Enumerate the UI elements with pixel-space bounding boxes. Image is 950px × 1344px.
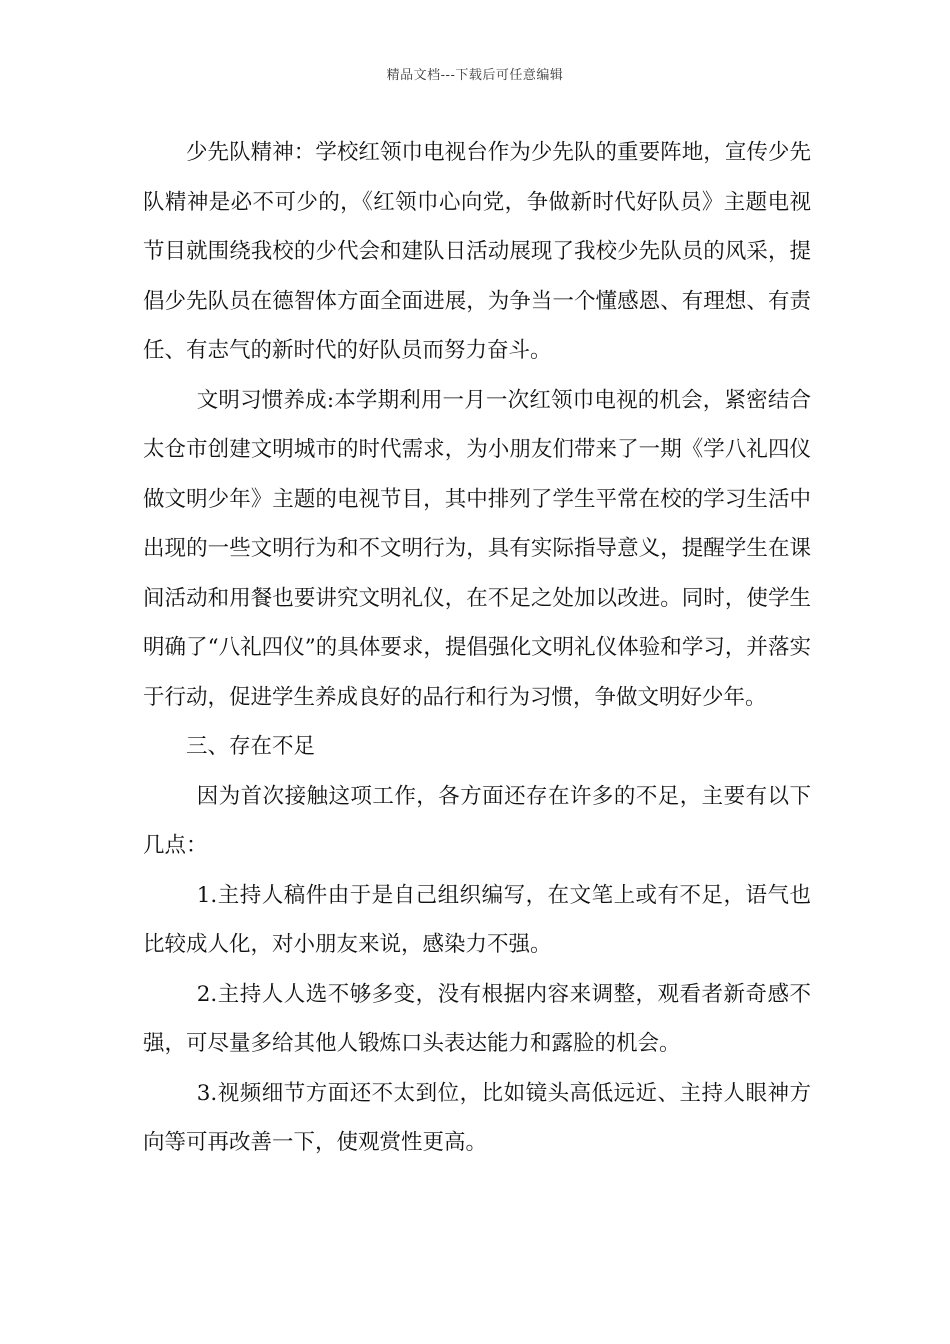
list-item-1: 1.主持人稿件由于是自己组织编写，在文笔上或有不足，语气也比较成人化，对小朋友来说，感染力不强。 <box>143 882 811 957</box>
page-header: 精品文档---下载后可任意编辑 <box>386 68 564 83</box>
paragraph-civilized-habits: 文明习惯养成:本学期利用一月一次红领巾电视的机会，紧密结合太仓市创建文明城市的时代需求，为小朋友们带来了一期《学八礼四仪做文明少年》主题的电视节目，其中排列了学生平常在校的学习生活中出现的一些文明行为和不文明行为，具有实际指导意义，提醒学生在课间活动和用餐也要讲究文明礼仪，在不足之处加以改进。同时，使学生明确了“八礼四仪”的具体要求，提倡强化文明礼仪体验和学习，并落实于行动，促进学生养成良好的品行和行为习惯，争做文明好少年。 <box>143 387 811 710</box>
paragraph-young-pioneer-spirit: 少先队精神：学校红领巾电视台作为少先队的重要阵地，宣传少先队精神是必不可少的，《红领巾心向党，争做新时代好队员》主题电视节目就围绕我校的少代会和建队日活动展现了我校少先队员的风采，提倡少先队员在德智体方面全面进展，为争当一个懂感恩、有理想、有责任、有志气的新时代的好队员而努力奋斗。 <box>143 140 811 363</box>
document-body <box>143 128 811 1168</box>
list-item-3: 3.视频细节方面还不太到位，比如镜头高低远近、主持人眼神方向等可再改善一下，使观赏性更高。 <box>143 1080 811 1155</box>
section-heading-shortcomings: 三、存在不足 <box>186 734 316 759</box>
list-item-2: 2.主持人人选不够多变，没有根据内容来调整，观看者新奇感不强，可尽量多给其他人锻炼口头表达能力和露脸的机会。 <box>143 981 811 1056</box>
paragraph-shortcomings-intro: 因为首次接触这项工作，各方面还存在许多的不足，主要有以下几点： <box>143 783 811 858</box>
